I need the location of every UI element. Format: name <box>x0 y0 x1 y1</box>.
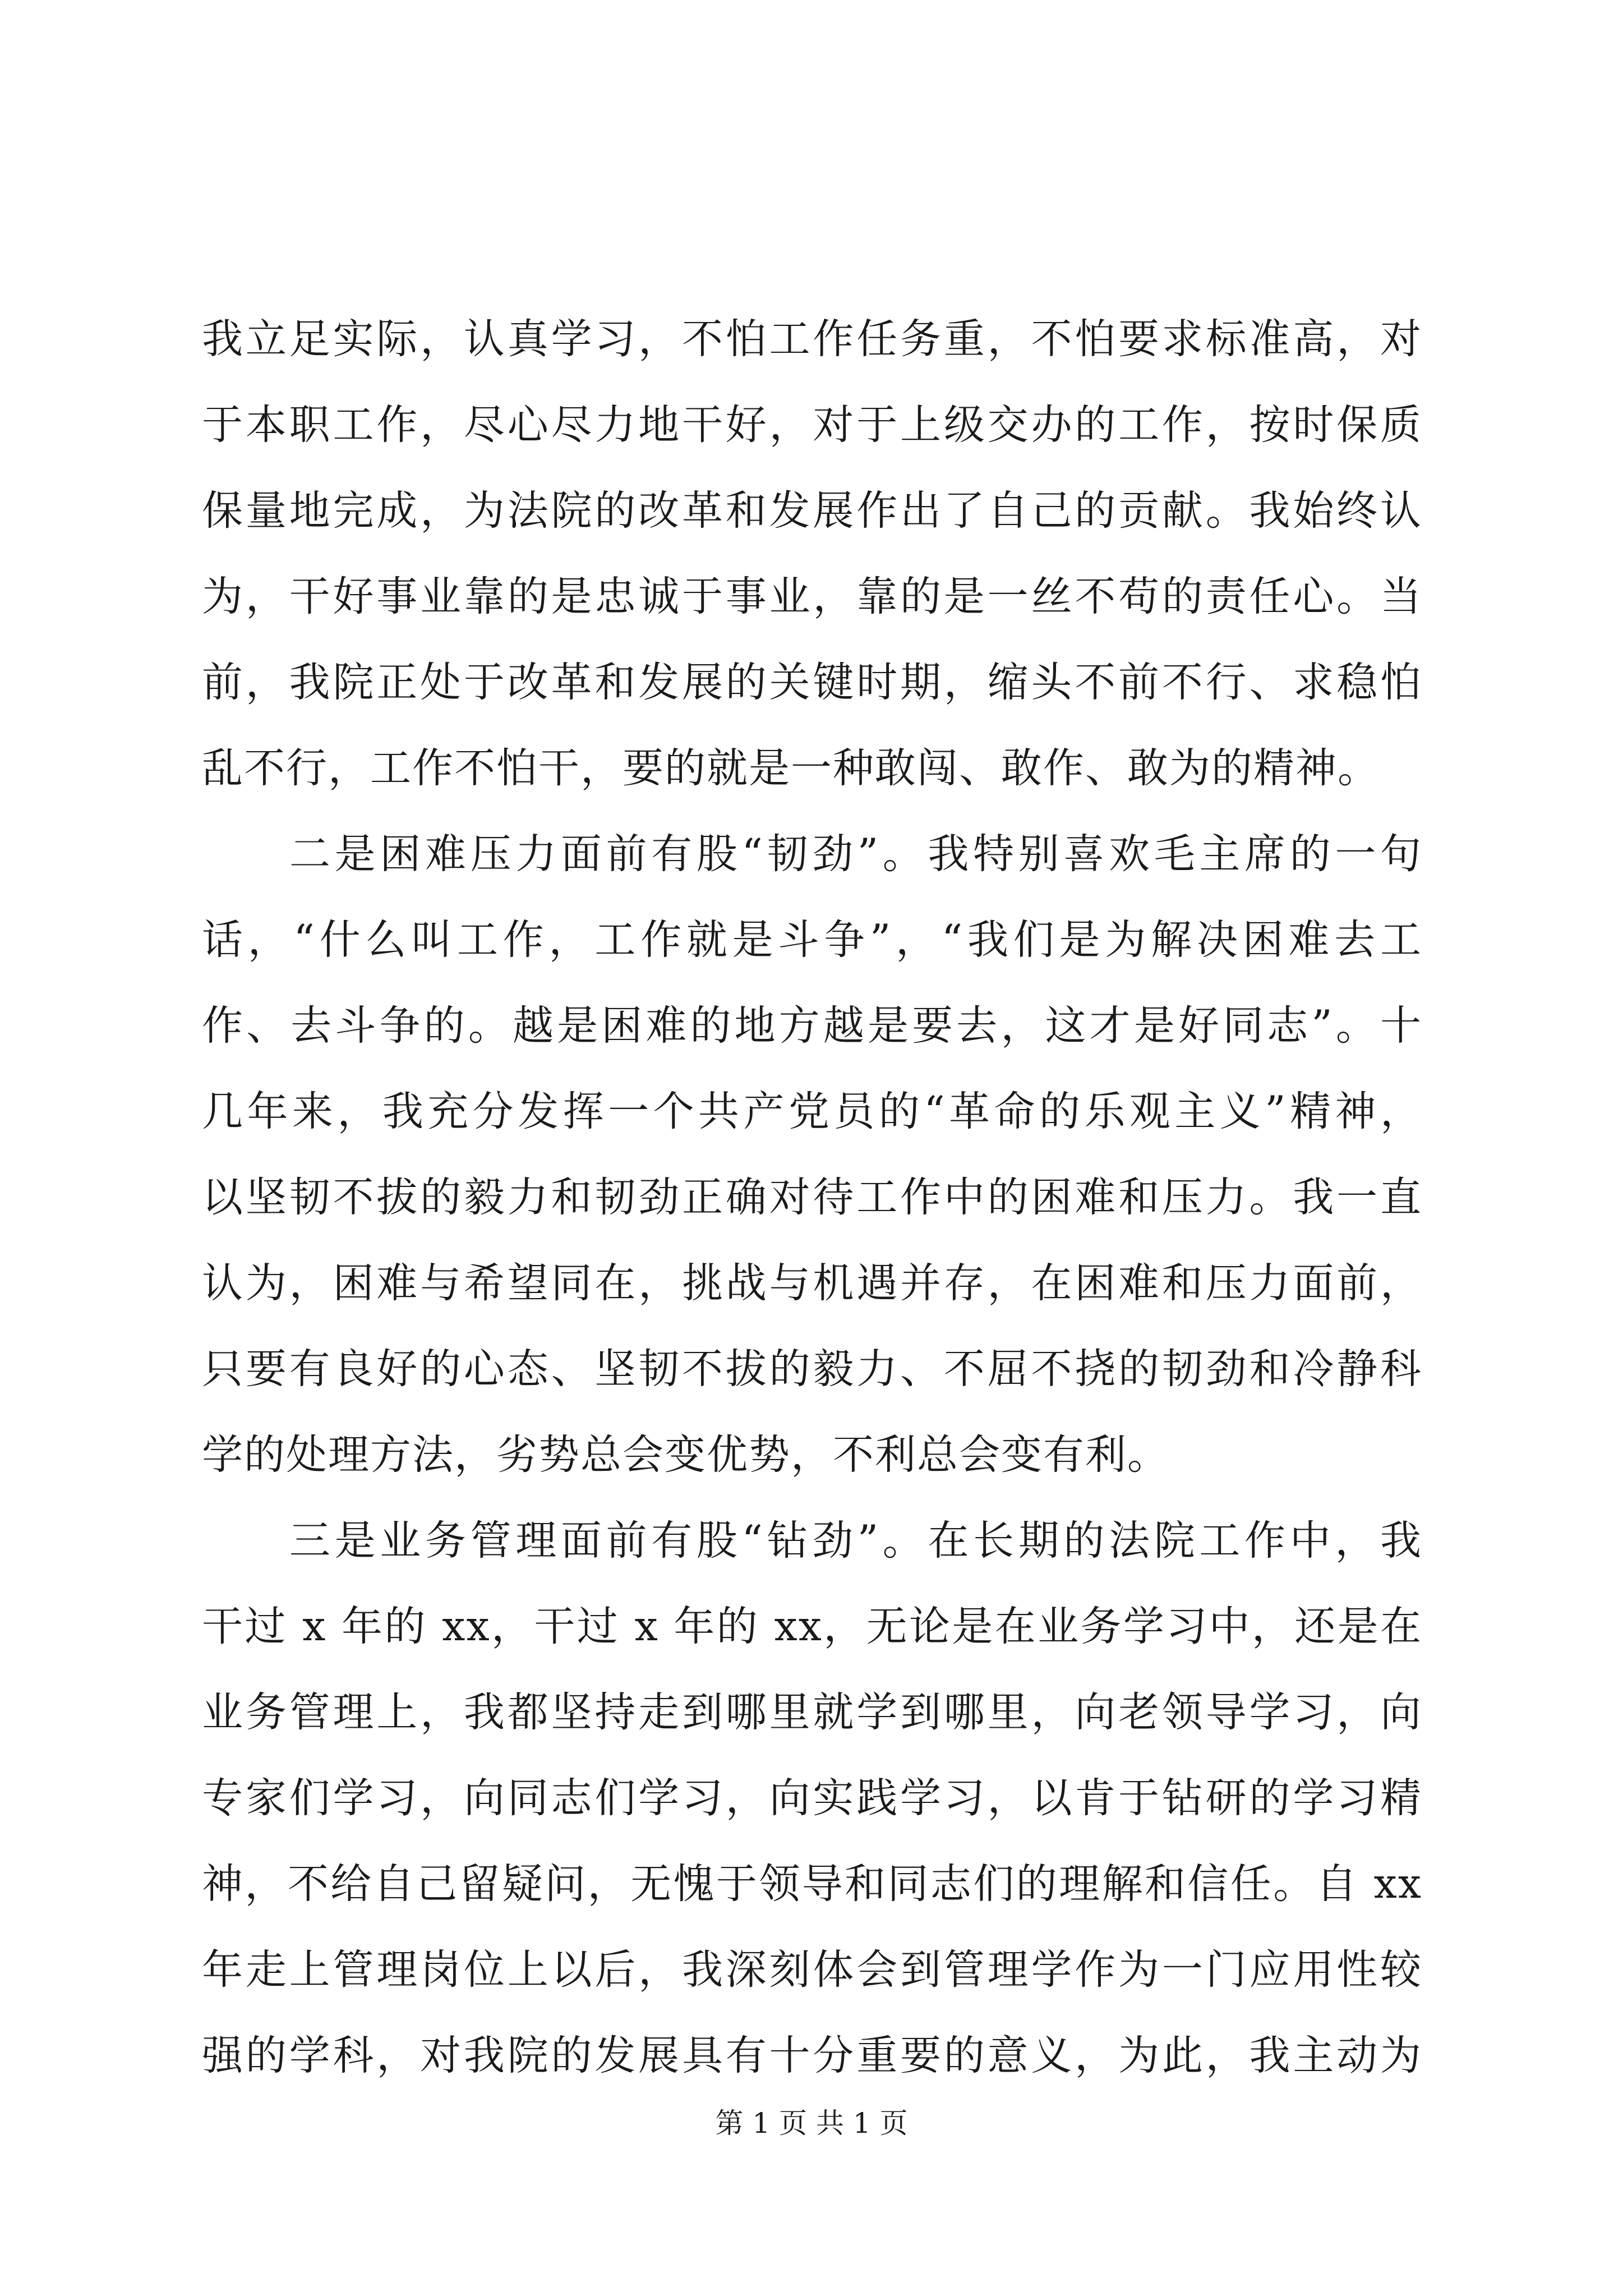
text-line: 为，干好事业靠的是忠诚于事业，靠的是一丝不苟的责任心。当 <box>202 573 1422 620</box>
text-line: 三是业务管理面前有股“钻劲”。在长期的法院工作中，我 <box>289 1517 1422 1565</box>
text-line: 前，我院正处于改革和发展的关键时期，缩头不前不行、求稳怕 <box>202 659 1422 706</box>
text-line: 作、去斗争的。越是困难的地方越是要去，这才是好同志”。十 <box>202 1002 1422 1050</box>
text-line: 二是困难压力面前有股“韧劲”。我特别喜欢毛主席的一句 <box>289 830 1422 878</box>
text-line: 认为，困难与希望同在，挑战与机遇并存，在困难和压力面前， <box>202 1259 1422 1307</box>
body-text <box>202 296 1422 2099</box>
text-line: 以坚韧不拔的毅力和韧劲正确对待工作中的困难和压力。我一直 <box>202 1174 1422 1221</box>
text-line: 年走上管理岗位上以后，我深刻体会到管理学作为一门应用性较 <box>202 1946 1422 1994</box>
page-footer: 第 1 页 共 1 页 <box>715 2107 908 2139</box>
text-line: 专家们学习，向同志们学习，向实践学习，以肯于钻研的学习精 <box>202 1774 1422 1822</box>
text-line: 乱不行，工作不怕干，要的就是一种敢闯、敢作、敢为的精神。 <box>202 744 1380 792</box>
text-line: 于本职工作，尽心尽力地干好，对于上级交办的工作，按时保质 <box>202 401 1422 449</box>
text-line: 话，“什么叫工作，工作就是斗争”，“我们是为解决困难去工 <box>202 916 1422 964</box>
text-line: 几年来，我充分发挥一个共产党员的“革命的乐观主义”精神， <box>202 1088 1422 1135</box>
text-line: 业务管理上，我都坚持走到哪里就学到哪里，向老领导学习，向 <box>202 1688 1422 1736</box>
text-line: 只要有良好的心态、坚韧不拔的毅力、不屈不挠的韧劲和冷静科 <box>202 1345 1422 1393</box>
text-line: 我立足实际，认真学习，不怕工作任务重，不怕要求标准高，对 <box>202 315 1422 363</box>
text-line: 神，不给自己留疑问，无愧于领导和同志们的理解和信任。自 xx <box>202 1860 1422 1908</box>
text-line: 干过 x 年的 xx，干过 x 年的 xx，无论是在业务学习中，还是在 <box>202 1603 1422 1650</box>
text-line: 保量地完成，为法院的改革和发展作出了自己的贡献。我始终认 <box>202 487 1422 535</box>
text-line: 强的学科，对我院的发展具有十分重要的意义，为此，我主动为 <box>202 2032 1422 2079</box>
text-line: 学的处理方法，劣势总会变优势，不利总会变有利。 <box>202 1431 1169 1479</box>
